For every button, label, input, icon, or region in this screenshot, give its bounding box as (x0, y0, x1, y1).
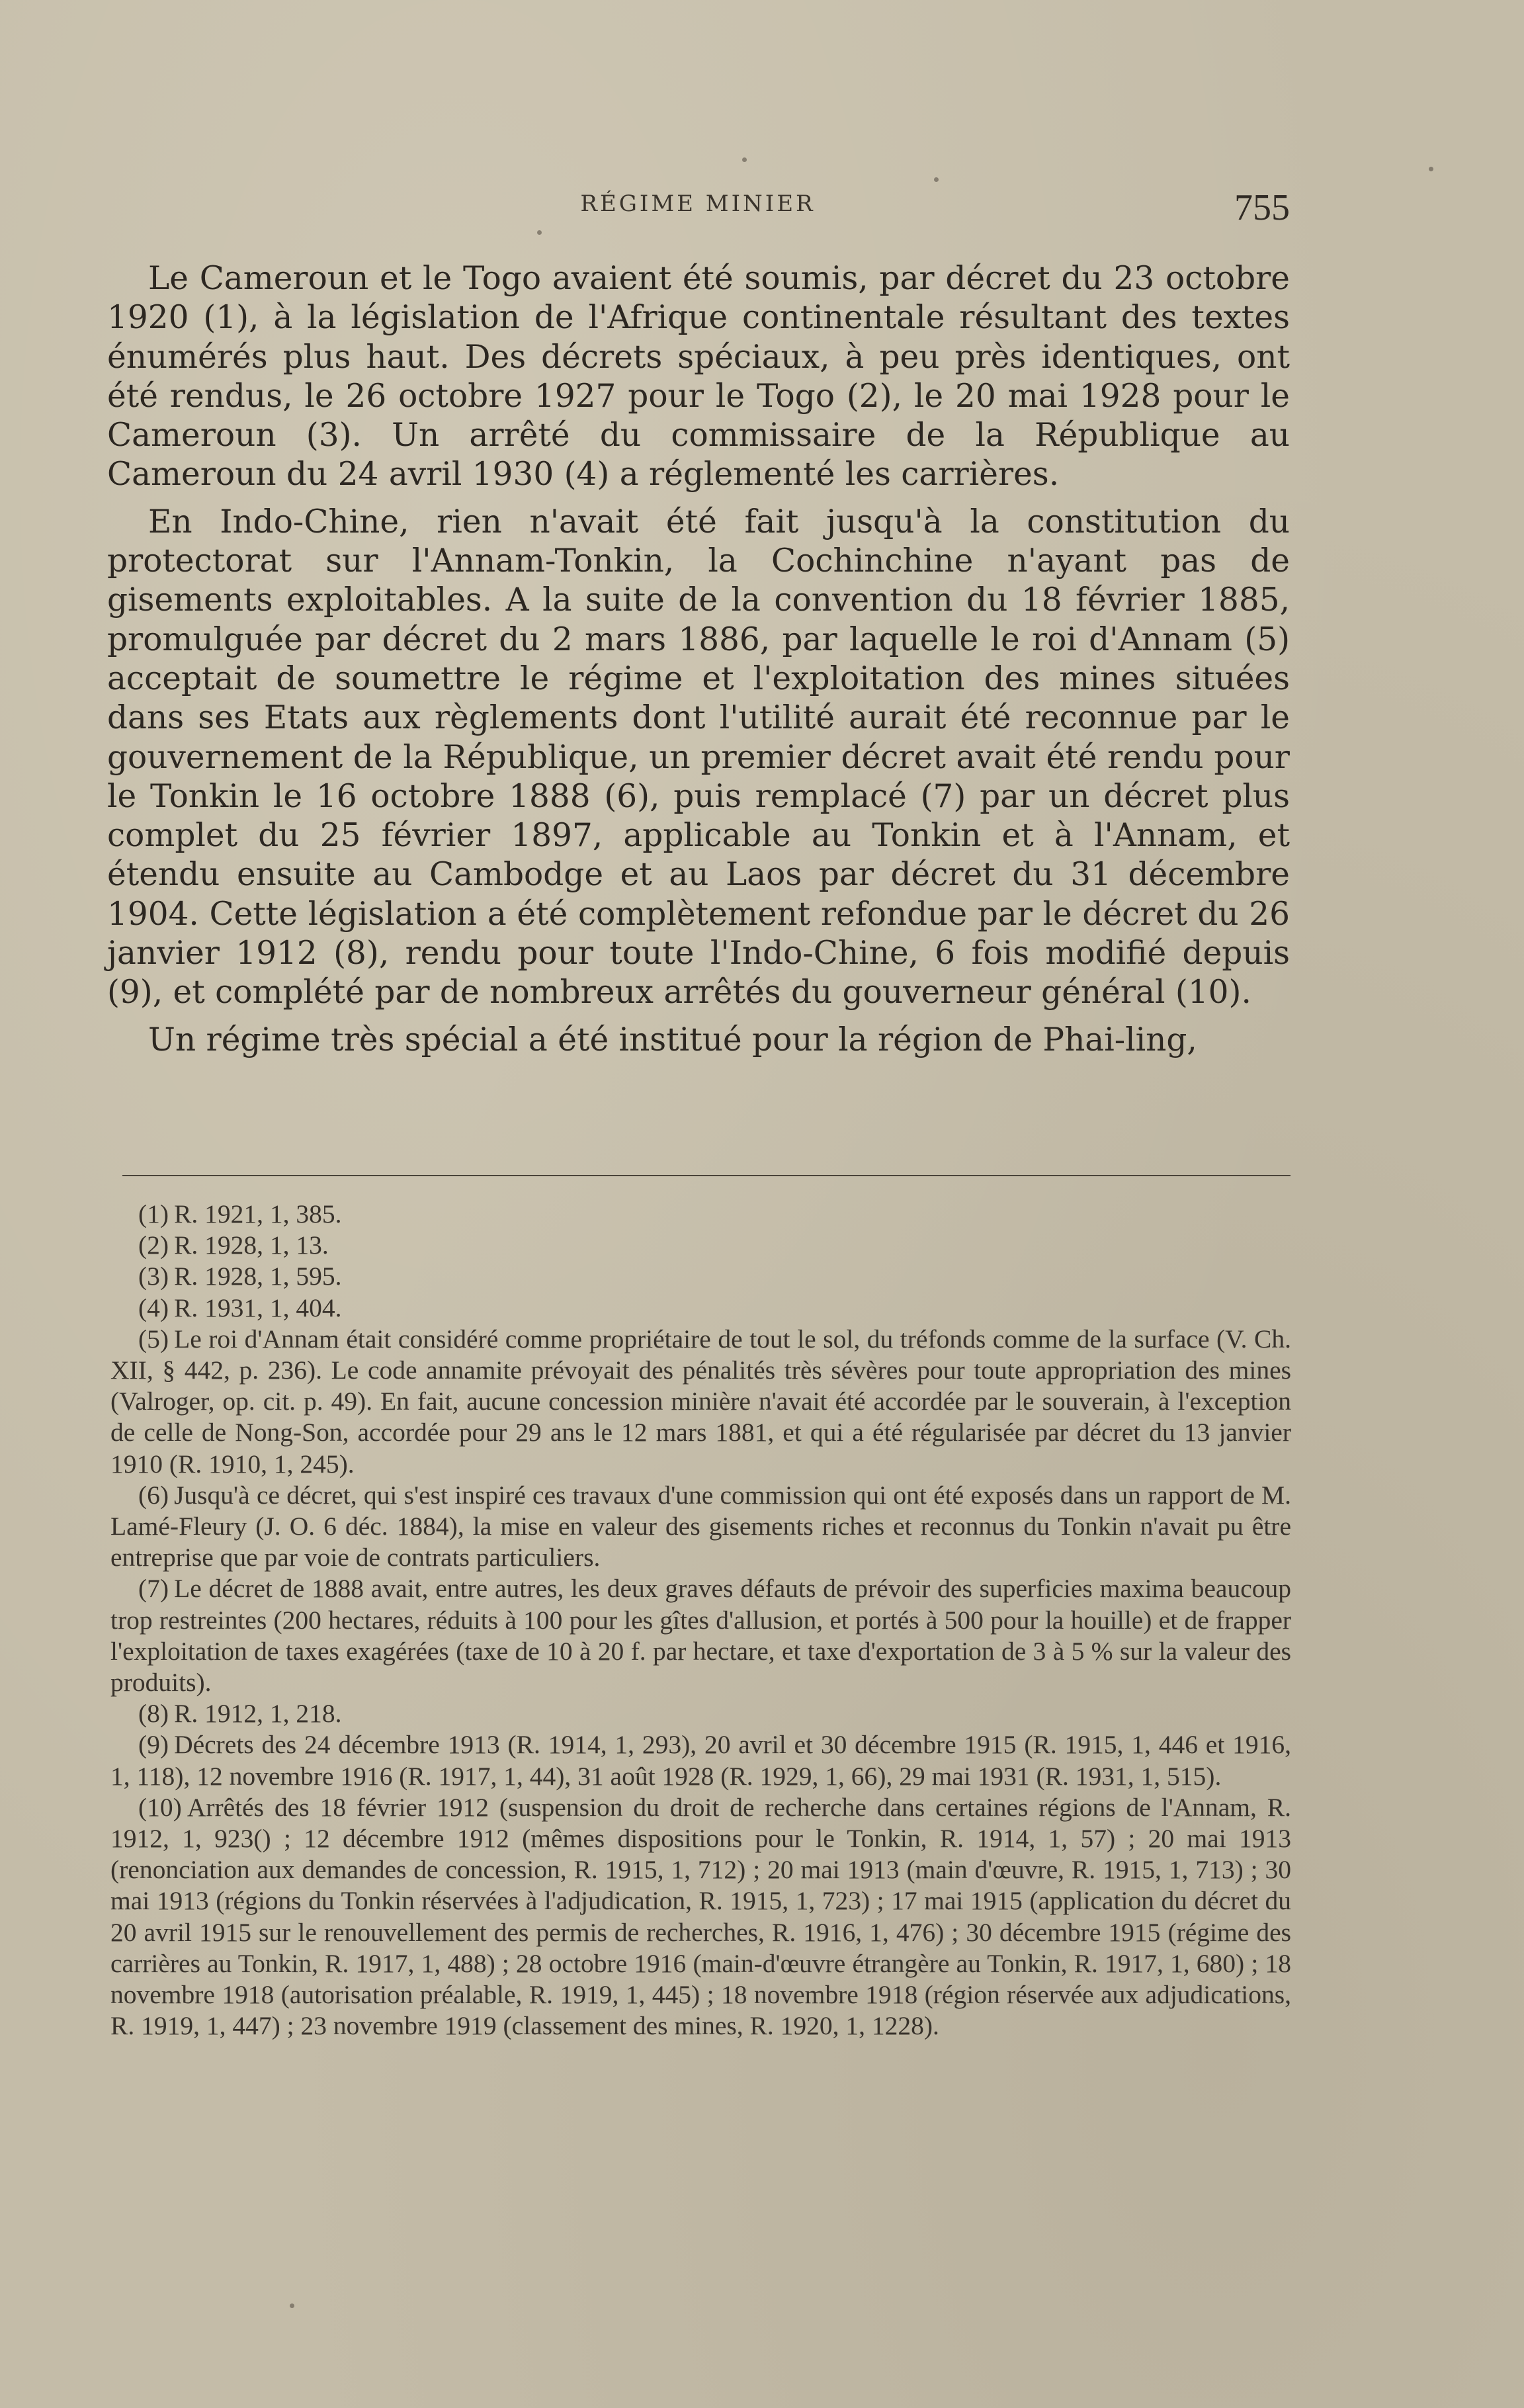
paragraph-indochine: En Indo-Chine, rien n'avait été fait jusqu'à la constitution du protectorat sur l'Annam-Tonkin, la Cochinchine n'ayant pas de gisements exploitables. A la suite de la convention du 18 février 1885, promulguée par décret du 2 mars 1886, par laquelle le roi d'Annam (5) acceptait de soumettre le régime et l'exploitation des mines situées dans ses Etats aux règlements dont l'utilité aurait été reconnue par le gouvernement de la République, un premier décret avait été rendu pour le Tonkin le 16 octobre 1888 (6), puis remplacé (7) par un décret plus complet du 25 février 1897, applicable au Tonkin et à l'Annam, et étendu ensuite au Cambodge et au Laos par décret du 31 décembre 1904. Cette législation a été complètement refondue par le décret du 26 janvier 1912 (8), rendu pour toute l'Indo-Chine, 6 fois modifié depuis (9), et complété par de nombreux arrêtés du gouverneur général (10). (107, 503, 1290, 1011)
page-number: 755 (1234, 187, 1290, 228)
paper-speck (290, 2303, 294, 2308)
footnote-number: (3) (138, 1262, 169, 1291)
paper-speck (934, 177, 939, 182)
footnote (110, 1324, 1291, 1480)
footnote-text: R. 1928, 1, 13. (174, 1230, 329, 1260)
footnote (110, 1261, 1291, 1292)
footnote (110, 1199, 1291, 1230)
paper-speck (742, 157, 747, 162)
footnote-number: (4) (138, 1293, 169, 1322)
footnote-number: (6) (138, 1480, 169, 1510)
footnote-text: Décrets des 24 décembre 1913 (R. 1914, 1, 293), 20 avril et 30 décembre 1915 (R. 1915, 1, 446 et 1916, 1, 118), 12 novembre 1916 (R. 1917, 1, 44), 31 août 1928 (R. 1929, 1, 66), 29 mai 1931 (R. 1931, 1, 515). (110, 1730, 1291, 1791)
footnote-text: R. 1931, 1, 404. (174, 1293, 342, 1322)
footnote (110, 1480, 1291, 1574)
footnote-text: Le décret de 1888 avait, entre autres, les deux graves défauts de prévoir des superficies maxima beaucoup trop restreintes (200 hectares, réduits à 100 pour les gîtes d'allusion, et portés à 500 pour la houille) et de frapper l'exploitation de taxes exagérées (taxe de 10 à 20 f. par hectare, et taxe d'exportation de 3 à 5 % sur la valeur des produits). (110, 1574, 1291, 1698)
footnote-text: Le roi d'Annam était considéré comme propriétaire de tout le sol, du tréfonds comme de la surface (V. Ch. XII, § 442, p. 236). Le code annamite prévoyait des pénalités très sévères pour toute appropriation des mines (Valroger, op. cit. p. 49). En fait, aucune concession minière n'avait été accordée par le souverain, à l'exception de celle de Nong-Son, accordée pour 29 ans le 12 mars 1881, et qui a été régularisée par décret du 13 janvier 1910 (R. 1910, 1, 245). (110, 1324, 1291, 1479)
footnote-number: (7) (138, 1574, 169, 1604)
paper-speck (1429, 167, 1433, 171)
running-title: RÉGIME MINIER (580, 191, 816, 217)
footnote (110, 1792, 1291, 2042)
footnote-number: (1) (138, 1199, 169, 1228)
running-head (106, 187, 1290, 233)
footnote (110, 1698, 1291, 1729)
footnote-text: Jusqu'à ce décret, qui s'est inspiré ces travaux d'une commission qui ont été exposés dans un rapport de M. Lamé-Fleury (J. O. 6 déc. 1884), la mise en valeur des gisements riches et reconnus du Tonkin n'avait pu être entreprise que par voie de contrats particuliers. (110, 1480, 1291, 1572)
footnote (110, 1573, 1291, 1698)
footnote-number: (9) (138, 1730, 169, 1760)
footnotes (110, 1199, 1291, 2042)
main-text (107, 259, 1290, 1068)
footnote (110, 1293, 1291, 1324)
footnote-separator (122, 1175, 1291, 1176)
footnote (110, 1729, 1291, 1791)
footnote-number: (2) (138, 1230, 169, 1260)
footnote-number: (5) (138, 1324, 169, 1354)
footnote-text: R. 1921, 1, 385. (174, 1199, 342, 1228)
footnote-text: R. 1912, 1, 218. (174, 1699, 342, 1729)
footnote-text: Arrêtés des 18 février 1912 (suspension du droit de recherche dans certaines régions de l'Annam, R. 1912, 1, 923() ; 12 décembre 1912 (mêmes dispositions pour le Tonkin, R. 1914, 1, 57) ; 20 mai 1913 (renonciation aux demandes de concession, R. 1915, 1, 712) ; 20 mai 1913 (main d'œuvre, R. 1915, 1, 713) ; 30 mai 1913 (régions du Tonkin réservées à l'adjudication, R. 1915, 1, 723) ; 17 mai 1915 (application du décret du 20 avril 1915 sur le renouvellement des permis de recherches, R. 1916, 1, 476) ; 30 décembre 1915 (régime des carrières au Tonkin, R. 1917, 1, 488) ; 28 octobre 1916 (main-d'œuvre étrangère au Tonkin, R. 1917, 1, 680) ; 18 novembre 1918 (autorisation préalable, R. 1919, 1, 445) ; 18 novembre 1918 (région réservée aux adjudications, R. 1919, 1, 447) ; 23 novembre 1919 (classement des mines, R. 1920, 1, 1228). (110, 1792, 1291, 2041)
footnote-text: R. 1928, 1, 595. (174, 1262, 342, 1291)
footnote-number: (10) (138, 1792, 182, 1822)
footnote-number: (8) (138, 1699, 169, 1729)
footnote (110, 1230, 1291, 1261)
paper-speck (537, 230, 542, 235)
paragraph-phai-ling: Un régime très spécial a été institué pour la région de Phai-ling, (148, 1021, 1197, 1058)
paragraph-cameroun-togo: Le Cameroun et le Togo avaient été soumis, par décret du 23 octobre 1920 (1), à la législation de l'Afrique continentale résultant des textes énumérés plus haut. Des décrets spéciaux, à peu près identiques, ont été rendus, le 26 octobre 1927 pour le Togo (2), le 20 mai 1928 pour le Cameroun (3). Un arrêté du commissaire de la République au Cameroun du 24 avril 1930 (4) a réglementé les carrières. (107, 260, 1290, 494)
